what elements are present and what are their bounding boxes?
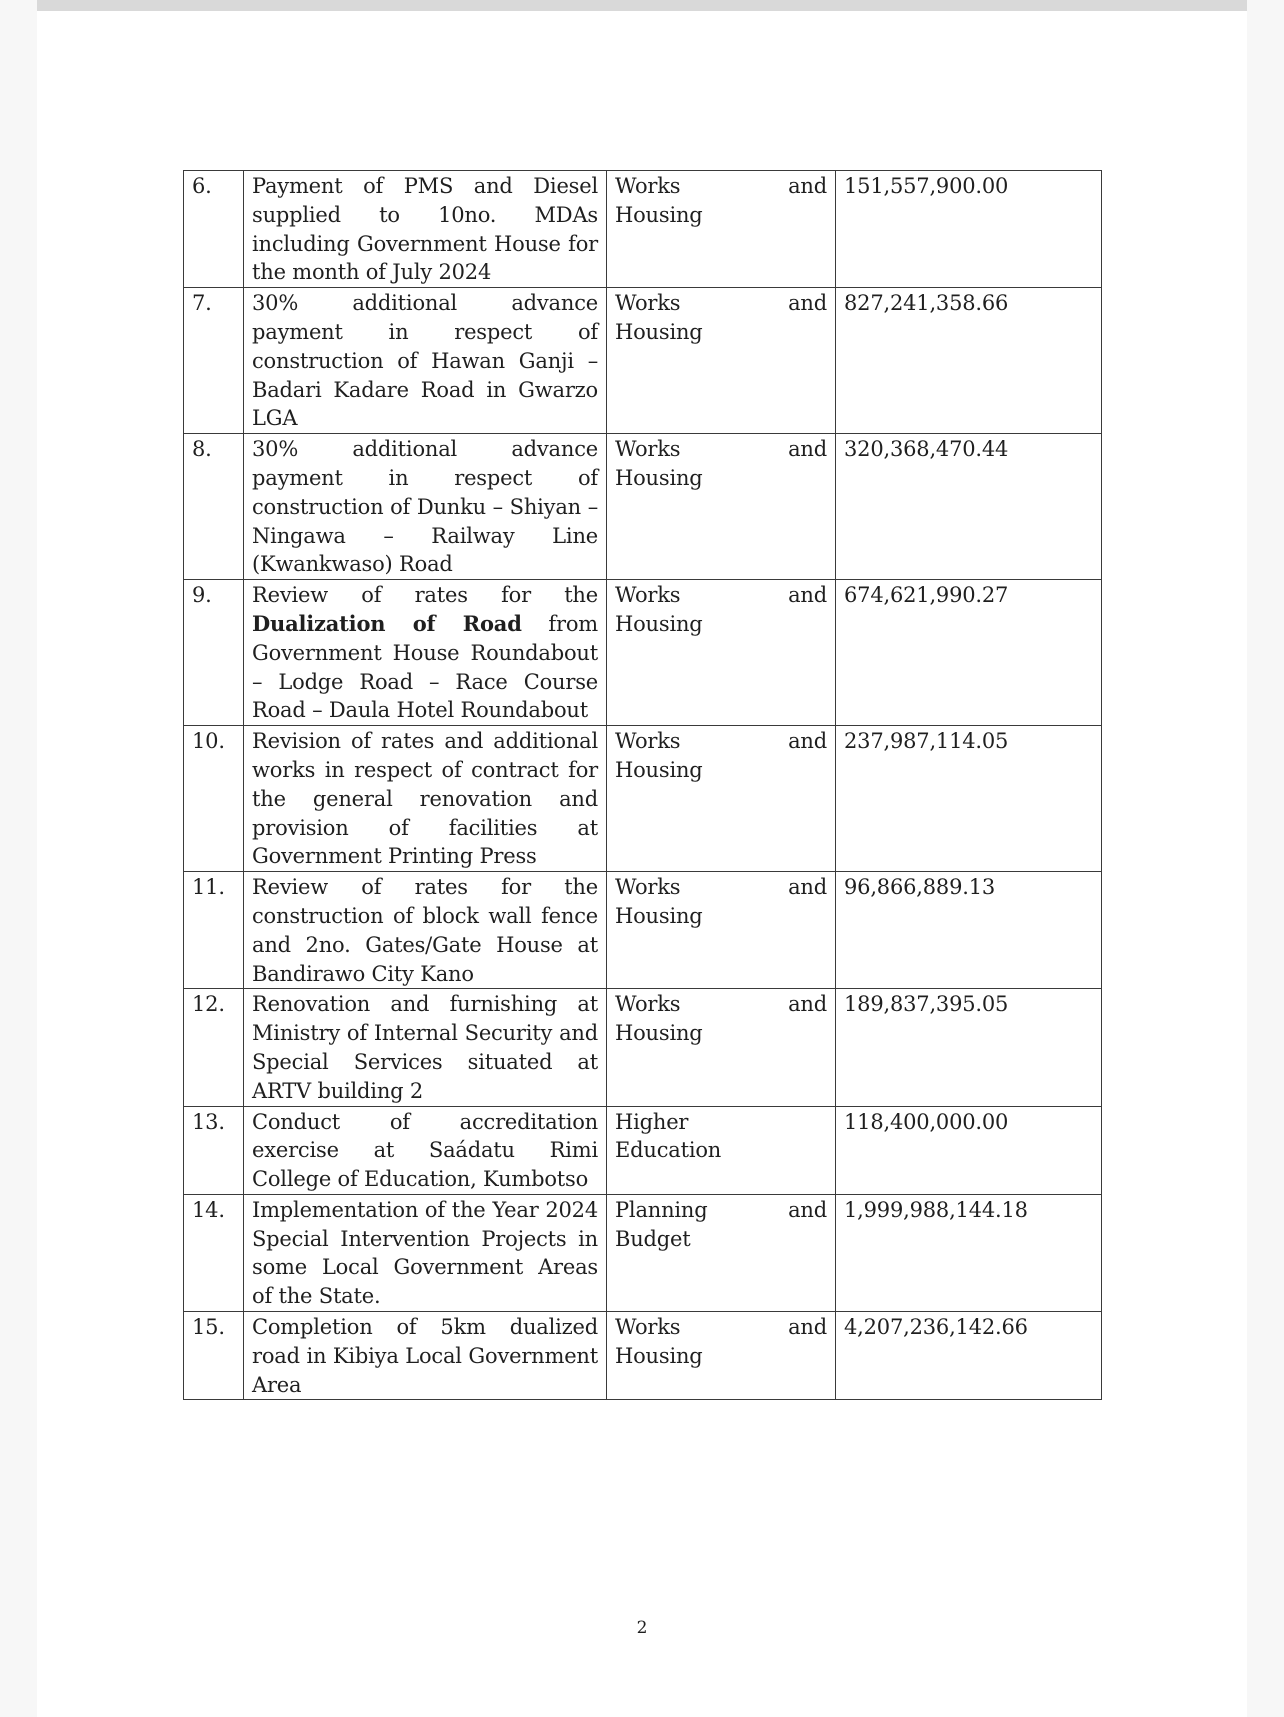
mda-line-2: Housing <box>615 465 703 490</box>
mda-line-2: Housing <box>615 757 703 782</box>
mda-cell <box>607 288 836 434</box>
description-text: Payment of PMS and Diesel supplied to 10no. MDAs including Government House for the month of July 2024 <box>252 174 598 285</box>
mda-first-word: Works <box>615 174 681 198</box>
mda-line-2: Education <box>615 1138 722 1163</box>
table-row <box>184 1106 1102 1194</box>
mda-cell <box>607 580 836 726</box>
serial-number-cell: 13. <box>184 1106 244 1194</box>
description-text: Renovation and furnishing at Ministry of Internal Security and Special Services situated at ARTV building 2 <box>252 992 598 1103</box>
table-row <box>184 1194 1102 1311</box>
amount-cell: 118,400,000.00 <box>836 1106 1102 1194</box>
description-text: from Government House Roundabout – Lodge Road – Race Course Road – Daula Hotel Roundabout <box>252 611 599 723</box>
table-row <box>184 288 1102 434</box>
description-cell <box>244 1312 607 1400</box>
mda-first-word: Works <box>615 291 681 316</box>
mda-line-1 <box>615 873 827 902</box>
mda-conjunction: and <box>788 729 827 754</box>
mda-cell <box>607 989 836 1106</box>
mda-conjunction: and <box>788 291 827 316</box>
mda-conjunction: and <box>788 1315 827 1340</box>
approvals-table <box>183 170 1102 1400</box>
mda-first-word: Works <box>615 875 681 900</box>
mda-line-1 <box>615 581 827 610</box>
description-cell <box>244 1106 607 1194</box>
mda-cell <box>607 1312 836 1400</box>
mda-line-1 <box>615 435 827 464</box>
mda-cell <box>607 726 836 872</box>
serial-number-cell: 14. <box>184 1194 244 1311</box>
mda-line-2: Housing <box>615 202 703 227</box>
mda-first-word: Planning <box>615 1197 708 1222</box>
mda-line-1 <box>615 990 827 1019</box>
amount-cell: 1,999,988,144.18 <box>836 1194 1102 1311</box>
description-cell <box>244 989 607 1106</box>
mda-cell <box>607 1106 836 1194</box>
mda-conjunction: and <box>788 875 827 900</box>
mda-first-word: Works <box>615 437 681 462</box>
table-row <box>184 872 1102 989</box>
mda-first-word: Works <box>615 992 681 1017</box>
amount-cell: 96,866,889.13 <box>836 872 1102 989</box>
table-row <box>184 171 1102 288</box>
description-text: Completion of 5km dualized road in Kibiya Local Government Area <box>252 1315 598 1397</box>
mda-first-word: Works <box>615 583 681 608</box>
mda-first-word: Works <box>615 729 681 754</box>
mda-conjunction: and <box>788 174 827 198</box>
mda-line-1 <box>615 727 827 756</box>
amount-cell: 4,207,236,142.66 <box>836 1312 1102 1400</box>
amount-cell: 189,837,395.05 <box>836 989 1102 1106</box>
amount-cell: 320,368,470.44 <box>836 434 1102 580</box>
description-cell <box>244 872 607 989</box>
mda-line-2: Housing <box>615 903 703 928</box>
approvals-table-body <box>184 171 1102 1400</box>
description-text: 30% additional advance payment in respect of construction of Dunku – Shiyan – Ningawa – Railway Line (Kwankwaso) Road <box>252 437 598 577</box>
document-page <box>37 0 1247 1717</box>
mda-cell <box>607 171 836 288</box>
amount-cell: 674,621,990.27 <box>836 580 1102 726</box>
table-row <box>184 1312 1102 1400</box>
mda-line-2: Housing <box>615 1021 703 1046</box>
amount-cell: 237,987,114.05 <box>836 726 1102 872</box>
serial-number-cell: 15. <box>184 1312 244 1400</box>
top-band <box>37 0 1247 11</box>
table-row <box>184 726 1102 872</box>
mda-line-1 <box>615 289 827 318</box>
serial-number-cell: 11. <box>184 872 244 989</box>
serial-number-cell: 6. <box>184 171 244 288</box>
description-text: Review of rates for the construction of block wall fence and 2no. Gates/Gate House at Bandirawo City Kano <box>252 875 598 986</box>
amount-cell: 151,557,900.00 <box>836 171 1102 288</box>
amount-cell: 827,241,358.66 <box>836 288 1102 434</box>
description-text: Conduct of accreditation exercise at Saádatu Rimi College of Education, Kumbotso <box>252 1109 598 1192</box>
description-text: Review of rates for the <box>252 583 598 608</box>
page-number: 2 <box>636 1618 648 1638</box>
mda-line-1 <box>615 1196 827 1225</box>
serial-number-cell: 9. <box>184 580 244 726</box>
mda-conjunction: and <box>788 992 827 1017</box>
description-cell <box>244 1194 607 1311</box>
mda-line-1 <box>615 1108 827 1137</box>
mda-line-2: Budget <box>615 1226 691 1251</box>
mda-cell <box>607 434 836 580</box>
mda-cell <box>607 872 836 989</box>
mda-line-1 <box>615 1313 827 1342</box>
description-text: Revision of rates and additional works in respect of contract for the general renovation and provision of facilities at Government Printing Press <box>252 729 598 869</box>
mda-line-2: Housing <box>615 1343 703 1368</box>
description-text: Implementation of the Year 2024 Special Intervention Projects in some Local Government Areas of the State. <box>252 1197 598 1309</box>
mda-cell <box>607 1194 836 1311</box>
description-cell <box>244 434 607 580</box>
table-row <box>184 989 1102 1106</box>
table-row <box>184 434 1102 580</box>
description-cell <box>244 288 607 434</box>
mda-first-word: Works <box>615 1315 681 1340</box>
mda-first-word: Higher <box>615 1109 689 1134</box>
serial-number-cell: 12. <box>184 989 244 1106</box>
table-row <box>184 580 1102 726</box>
description-cell <box>244 726 607 872</box>
mda-conjunction: and <box>788 1197 827 1222</box>
mda-line-1 <box>615 172 827 201</box>
mda-line-2: Housing <box>615 611 703 636</box>
mda-conjunction: and <box>788 583 827 608</box>
description-bold-text: Dualization of Road <box>252 610 522 636</box>
description-cell <box>244 580 607 726</box>
description-text: 30% additional advance payment in respect of construction of Hawan Ganji – Badari Kadare Road in Gwarzo LGA <box>252 291 598 431</box>
mda-line-2: Housing <box>615 319 703 344</box>
serial-number-cell: 7. <box>184 288 244 434</box>
serial-number-cell: 10. <box>184 726 244 872</box>
mda-conjunction: and <box>788 437 827 462</box>
description-cell <box>244 171 607 288</box>
serial-number-cell: 8. <box>184 434 244 580</box>
